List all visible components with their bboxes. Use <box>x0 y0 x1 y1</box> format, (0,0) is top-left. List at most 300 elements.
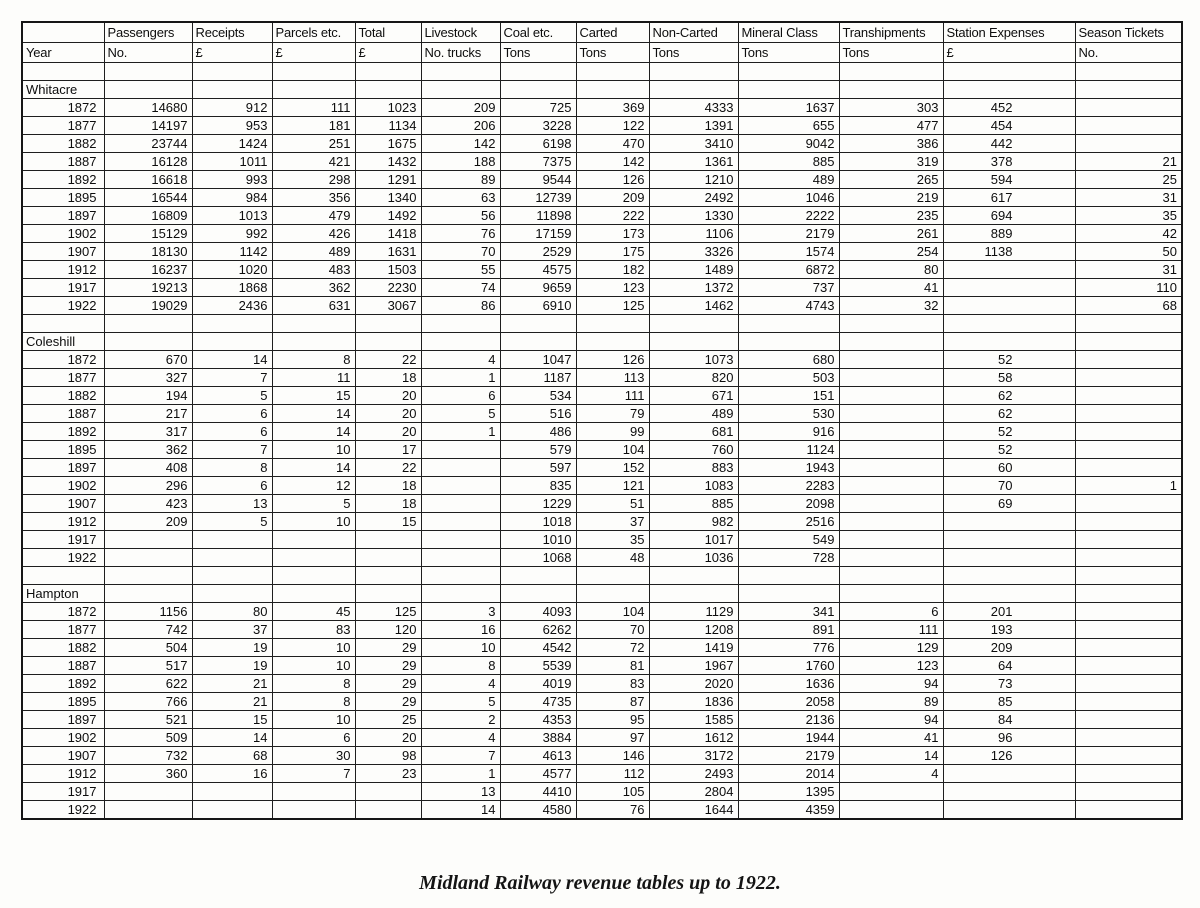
non-carted-cell: 2493 <box>649 765 738 783</box>
station-expenses-cell: 62 <box>943 405 1075 423</box>
non-carted-cell: 982 <box>649 513 738 531</box>
empty-cell <box>649 63 738 81</box>
table-row <box>22 621 1182 639</box>
transhipments-cell: 265 <box>839 171 943 189</box>
coal-cell: 4410 <box>500 783 576 801</box>
carted-cell: 48 <box>576 549 649 567</box>
carted-cell: 126 <box>576 351 649 369</box>
empty-cell <box>576 567 649 585</box>
column-header-mineral-class: Mineral Class <box>738 22 839 43</box>
receipts-cell: 7 <box>192 369 272 387</box>
passengers-cell: 16128 <box>104 153 192 171</box>
empty-cell <box>421 315 500 333</box>
transhipments-cell <box>839 369 943 387</box>
receipts-cell: 912 <box>192 99 272 117</box>
year-cell: 1892 <box>22 423 104 441</box>
passengers-cell: 504 <box>104 639 192 657</box>
total-cell: 1503 <box>355 261 421 279</box>
carted-cell: 182 <box>576 261 649 279</box>
mineral-class-cell: 655 <box>738 117 839 135</box>
table-row <box>22 423 1182 441</box>
season-tickets-cell <box>1075 441 1182 459</box>
season-tickets-cell <box>1075 747 1182 765</box>
mineral-class-cell: 2058 <box>738 693 839 711</box>
coal-cell: 1018 <box>500 513 576 531</box>
transhipments-cell <box>839 513 943 531</box>
mineral-class-cell: 1636 <box>738 675 839 693</box>
receipts-cell: 1013 <box>192 207 272 225</box>
empty-cell <box>576 63 649 81</box>
table-row <box>22 729 1182 747</box>
coal-cell: 11898 <box>500 207 576 225</box>
empty-cell <box>943 63 1075 81</box>
carted-cell: 105 <box>576 783 649 801</box>
mineral-class-cell: 1574 <box>738 243 839 261</box>
year-cell: 1907 <box>22 747 104 765</box>
empty-cell <box>1075 81 1182 99</box>
receipts-cell <box>192 783 272 801</box>
non-carted-cell: 3410 <box>649 135 738 153</box>
year-cell: 1872 <box>22 351 104 369</box>
station-expenses-cell <box>943 531 1075 549</box>
year-cell: 1887 <box>22 153 104 171</box>
receipts-cell <box>192 531 272 549</box>
total-cell: 20 <box>355 423 421 441</box>
carted-cell: 113 <box>576 369 649 387</box>
column-header-coal: Coal etc. <box>500 22 576 43</box>
livestock-cell: 5 <box>421 693 500 711</box>
section-label: Whitacre <box>22 81 104 99</box>
passengers-cell: 732 <box>104 747 192 765</box>
carted-cell: 37 <box>576 513 649 531</box>
empty-cell <box>22 315 104 333</box>
non-carted-cell: 1210 <box>649 171 738 189</box>
station-expenses-cell: 52 <box>943 423 1075 441</box>
year-cell: 1917 <box>22 531 104 549</box>
column-unit-parcels: £ <box>272 43 355 63</box>
transhipments-cell: 80 <box>839 261 943 279</box>
mineral-class-cell: 1760 <box>738 657 839 675</box>
mineral-class-cell: 9042 <box>738 135 839 153</box>
livestock-cell: 6 <box>421 387 500 405</box>
empty-cell <box>738 63 839 81</box>
station-expenses-cell: 442 <box>943 135 1075 153</box>
season-tickets-cell: 21 <box>1075 153 1182 171</box>
year-cell: 1882 <box>22 135 104 153</box>
empty-cell <box>355 333 421 351</box>
table-row <box>22 693 1182 711</box>
transhipments-cell: 4 <box>839 765 943 783</box>
livestock-cell: 89 <box>421 171 500 189</box>
livestock-cell: 1 <box>421 369 500 387</box>
table-row <box>22 279 1182 297</box>
mineral-class-cell: 2283 <box>738 477 839 495</box>
total-cell: 1492 <box>355 207 421 225</box>
mineral-class-cell: 1124 <box>738 441 839 459</box>
non-carted-cell: 2804 <box>649 783 738 801</box>
table-row <box>22 477 1182 495</box>
parcels-cell: 111 <box>272 99 355 117</box>
total-cell: 1432 <box>355 153 421 171</box>
parcels-cell: 362 <box>272 279 355 297</box>
separator-row <box>22 315 1182 333</box>
passengers-cell: 18130 <box>104 243 192 261</box>
table-caption: Midland Railway revenue tables up to 1922. <box>419 872 781 894</box>
passengers-cell <box>104 531 192 549</box>
season-tickets-cell <box>1075 351 1182 369</box>
parcels-cell: 426 <box>272 225 355 243</box>
parcels-cell: 631 <box>272 297 355 315</box>
empty-cell <box>355 315 421 333</box>
column-unit-passengers: No. <box>104 43 192 63</box>
table-row <box>22 99 1182 117</box>
carted-cell: 125 <box>576 297 649 315</box>
parcels-cell: 14 <box>272 423 355 441</box>
passengers-cell: 23744 <box>104 135 192 153</box>
year-cell: 1892 <box>22 675 104 693</box>
empty-cell <box>272 81 355 99</box>
station-expenses-cell: 889 <box>943 225 1075 243</box>
passengers-cell: 14680 <box>104 99 192 117</box>
empty-cell <box>649 333 738 351</box>
total-cell: 1418 <box>355 225 421 243</box>
mineral-class-cell: 151 <box>738 387 839 405</box>
empty-cell <box>421 333 500 351</box>
receipts-cell: 6 <box>192 423 272 441</box>
column-header-season-tickets: Season Tickets <box>1075 22 1182 43</box>
station-expenses-cell: 378 <box>943 153 1075 171</box>
total-cell: 1023 <box>355 99 421 117</box>
season-tickets-cell: 35 <box>1075 207 1182 225</box>
carted-cell: 121 <box>576 477 649 495</box>
receipts-cell: 21 <box>192 693 272 711</box>
coal-cell: 4735 <box>500 693 576 711</box>
receipts-cell: 1868 <box>192 279 272 297</box>
year-cell: 1895 <box>22 441 104 459</box>
table-row <box>22 675 1182 693</box>
total-cell: 1675 <box>355 135 421 153</box>
table-row <box>22 225 1182 243</box>
total-cell <box>355 783 421 801</box>
season-tickets-cell: 50 <box>1075 243 1182 261</box>
year-cell: 1897 <box>22 459 104 477</box>
parcels-cell: 11 <box>272 369 355 387</box>
total-cell: 1291 <box>355 171 421 189</box>
transhipments-cell <box>839 387 943 405</box>
empty-cell <box>943 567 1075 585</box>
year-cell: 1877 <box>22 369 104 387</box>
year-cell: 1872 <box>22 99 104 117</box>
total-cell: 25 <box>355 711 421 729</box>
empty-cell <box>649 567 738 585</box>
station-expenses-cell: 52 <box>943 351 1075 369</box>
table-row <box>22 495 1182 513</box>
livestock-cell: 56 <box>421 207 500 225</box>
passengers-cell: 1156 <box>104 603 192 621</box>
parcels-cell: 15 <box>272 387 355 405</box>
coal-cell: 725 <box>500 99 576 117</box>
station-expenses-cell: 69 <box>943 495 1075 513</box>
carted-cell: 209 <box>576 189 649 207</box>
empty-cell <box>500 567 576 585</box>
total-cell: 3067 <box>355 297 421 315</box>
transhipments-cell <box>839 549 943 567</box>
total-cell: 1631 <box>355 243 421 261</box>
empty-cell <box>500 585 576 603</box>
mineral-class-cell: 728 <box>738 549 839 567</box>
non-carted-cell: 671 <box>649 387 738 405</box>
table-row <box>22 153 1182 171</box>
empty-cell <box>649 585 738 603</box>
station-expenses-cell: 617 <box>943 189 1075 207</box>
table-row <box>22 369 1182 387</box>
transhipments-cell <box>839 783 943 801</box>
non-carted-cell: 1612 <box>649 729 738 747</box>
empty-cell <box>500 63 576 81</box>
livestock-cell: 70 <box>421 243 500 261</box>
receipts-cell: 8 <box>192 459 272 477</box>
empty-cell <box>738 585 839 603</box>
livestock-cell: 7 <box>421 747 500 765</box>
coal-cell: 6910 <box>500 297 576 315</box>
passengers-cell <box>104 801 192 820</box>
section-label: Coleshill <box>22 333 104 351</box>
parcels-cell: 479 <box>272 207 355 225</box>
coal-cell: 4353 <box>500 711 576 729</box>
transhipments-cell: 111 <box>839 621 943 639</box>
passengers-cell: 16618 <box>104 171 192 189</box>
column-group-header-row <box>22 22 1182 43</box>
livestock-cell <box>421 531 500 549</box>
non-carted-cell: 1361 <box>649 153 738 171</box>
station-expenses-cell: 694 <box>943 207 1075 225</box>
season-tickets-cell <box>1075 657 1182 675</box>
non-carted-cell: 1208 <box>649 621 738 639</box>
empty-cell <box>104 63 192 81</box>
season-tickets-cell <box>1075 765 1182 783</box>
livestock-cell: 14 <box>421 801 500 820</box>
column-unit-mineral-class: Tons <box>738 43 839 63</box>
station-expenses-cell: 85 <box>943 693 1075 711</box>
receipts-cell: 984 <box>192 189 272 207</box>
carted-cell: 87 <box>576 693 649 711</box>
carted-cell: 104 <box>576 441 649 459</box>
table-row <box>22 783 1182 801</box>
season-tickets-cell: 68 <box>1075 297 1182 315</box>
coal-cell: 534 <box>500 387 576 405</box>
non-carted-cell: 1644 <box>649 801 738 820</box>
year-cell: 1922 <box>22 549 104 567</box>
empty-cell <box>500 315 576 333</box>
parcels-cell: 489 <box>272 243 355 261</box>
passengers-cell: 408 <box>104 459 192 477</box>
transhipments-cell <box>839 351 943 369</box>
receipts-cell: 14 <box>192 351 272 369</box>
mineral-class-cell: 2222 <box>738 207 839 225</box>
total-cell: 29 <box>355 657 421 675</box>
station-expenses-cell: 1138 <box>943 243 1075 261</box>
year-cell: 1917 <box>22 783 104 801</box>
carted-cell: 99 <box>576 423 649 441</box>
empty-cell <box>839 333 943 351</box>
table-row <box>22 747 1182 765</box>
parcels-cell: 30 <box>272 747 355 765</box>
empty-cell <box>839 81 943 99</box>
column-header-transhipments: Transhipments <box>839 22 943 43</box>
passengers-cell: 296 <box>104 477 192 495</box>
station-expenses-cell: 60 <box>943 459 1075 477</box>
empty-cell <box>839 315 943 333</box>
mineral-class-cell: 680 <box>738 351 839 369</box>
empty-cell <box>192 333 272 351</box>
empty-cell <box>1075 315 1182 333</box>
total-cell: 18 <box>355 495 421 513</box>
parcels-cell <box>272 801 355 820</box>
carted-cell: 122 <box>576 117 649 135</box>
receipts-cell: 13 <box>192 495 272 513</box>
column-unit-station-expenses: £ <box>943 43 1075 63</box>
season-tickets-cell <box>1075 513 1182 531</box>
column-unit-year: Year <box>22 43 104 63</box>
table-row <box>22 549 1182 567</box>
season-tickets-cell: 25 <box>1075 171 1182 189</box>
livestock-cell: 206 <box>421 117 500 135</box>
livestock-cell: 10 <box>421 639 500 657</box>
non-carted-cell: 1083 <box>649 477 738 495</box>
year-cell: 1907 <box>22 243 104 261</box>
column-unit-coal: Tons <box>500 43 576 63</box>
empty-cell <box>839 63 943 81</box>
receipts-cell: 992 <box>192 225 272 243</box>
carted-cell: 222 <box>576 207 649 225</box>
year-cell: 1912 <box>22 513 104 531</box>
empty-cell <box>355 567 421 585</box>
table-row <box>22 297 1182 315</box>
mineral-class-cell: 4743 <box>738 297 839 315</box>
passengers-cell: 217 <box>104 405 192 423</box>
passengers-cell: 16544 <box>104 189 192 207</box>
season-tickets-cell <box>1075 369 1182 387</box>
livestock-cell: 209 <box>421 99 500 117</box>
coal-cell: 7375 <box>500 153 576 171</box>
season-tickets-cell <box>1075 549 1182 567</box>
receipts-cell: 1020 <box>192 261 272 279</box>
column-unit-receipts: £ <box>192 43 272 63</box>
transhipments-cell <box>839 459 943 477</box>
empty-cell <box>104 315 192 333</box>
table-row <box>22 135 1182 153</box>
season-tickets-cell <box>1075 423 1182 441</box>
column-header-carted: Carted <box>576 22 649 43</box>
empty-cell <box>272 567 355 585</box>
coal-cell: 4542 <box>500 639 576 657</box>
empty-cell <box>839 585 943 603</box>
season-tickets-cell <box>1075 621 1182 639</box>
parcels-cell: 5 <box>272 495 355 513</box>
non-carted-cell: 1967 <box>649 657 738 675</box>
livestock-cell: 5 <box>421 405 500 423</box>
station-expenses-cell <box>943 297 1075 315</box>
table-row <box>22 639 1182 657</box>
section-label-row <box>22 81 1182 99</box>
empty-cell <box>355 585 421 603</box>
transhipments-cell: 319 <box>839 153 943 171</box>
non-carted-cell: 1585 <box>649 711 738 729</box>
non-carted-cell: 1462 <box>649 297 738 315</box>
livestock-cell: 1 <box>421 423 500 441</box>
mineral-class-cell: 2179 <box>738 747 839 765</box>
mineral-class-cell: 916 <box>738 423 839 441</box>
empty-cell <box>272 315 355 333</box>
parcels-cell: 356 <box>272 189 355 207</box>
mineral-class-cell: 1046 <box>738 189 839 207</box>
mineral-class-cell: 6872 <box>738 261 839 279</box>
table-row <box>22 441 1182 459</box>
empty-cell <box>943 585 1075 603</box>
year-cell: 1895 <box>22 189 104 207</box>
carted-cell: 72 <box>576 639 649 657</box>
empty-cell <box>421 63 500 81</box>
separator-row <box>22 63 1182 81</box>
station-expenses-cell: 70 <box>943 477 1075 495</box>
carted-cell: 35 <box>576 531 649 549</box>
column-header-year <box>22 22 104 43</box>
table-row <box>22 603 1182 621</box>
mineral-class-cell: 776 <box>738 639 839 657</box>
year-cell: 1897 <box>22 711 104 729</box>
passengers-cell: 360 <box>104 765 192 783</box>
passengers-cell: 19029 <box>104 297 192 315</box>
parcels-cell <box>272 783 355 801</box>
parcels-cell <box>272 531 355 549</box>
coal-cell: 12739 <box>500 189 576 207</box>
column-header-parcels: Parcels etc. <box>272 22 355 43</box>
receipts-cell: 19 <box>192 657 272 675</box>
coal-cell: 4575 <box>500 261 576 279</box>
station-expenses-cell: 454 <box>943 117 1075 135</box>
receipts-cell: 68 <box>192 747 272 765</box>
transhipments-cell: 94 <box>839 711 943 729</box>
carted-cell: 83 <box>576 675 649 693</box>
empty-cell <box>738 567 839 585</box>
section-label: Hampton <box>22 585 104 603</box>
column-unit-transhipments: Tons <box>839 43 943 63</box>
empty-cell <box>192 63 272 81</box>
column-unit-livestock: No. trucks <box>421 43 500 63</box>
transhipments-cell: 123 <box>839 657 943 675</box>
total-cell: 2230 <box>355 279 421 297</box>
empty-cell <box>104 567 192 585</box>
parcels-cell: 45 <box>272 603 355 621</box>
empty-cell <box>576 81 649 99</box>
station-expenses-cell <box>943 801 1075 820</box>
empty-cell <box>738 333 839 351</box>
transhipments-cell: 261 <box>839 225 943 243</box>
passengers-cell <box>104 549 192 567</box>
total-cell: 23 <box>355 765 421 783</box>
carted-cell: 81 <box>576 657 649 675</box>
carted-cell: 369 <box>576 99 649 117</box>
non-carted-cell: 489 <box>649 405 738 423</box>
carted-cell: 76 <box>576 801 649 820</box>
empty-cell <box>421 585 500 603</box>
total-cell: 1134 <box>355 117 421 135</box>
coal-cell: 1229 <box>500 495 576 513</box>
mineral-class-cell: 2136 <box>738 711 839 729</box>
parcels-cell: 7 <box>272 765 355 783</box>
non-carted-cell: 1391 <box>649 117 738 135</box>
mineral-class-cell: 2014 <box>738 765 839 783</box>
